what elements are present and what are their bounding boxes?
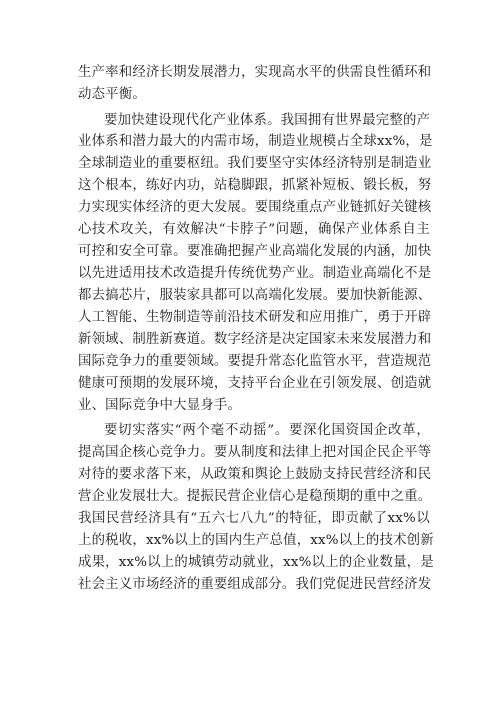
text-line: 动态平衡。 bbox=[78, 87, 146, 102]
text-line: 都去搞芯片，服装家具都可以高端化发展。要加快新能源、 bbox=[78, 288, 432, 303]
text-line: 可控和安全可靠。要准确把握产业高端化发展的内涵，加快 bbox=[78, 244, 432, 259]
text-line: 对待的要求落下来，从政策和舆论上鼓励支持民营经济和民 bbox=[78, 467, 432, 482]
text-line: 我国民营经济具有“五六七八九”的特征，即贡献了xx%以 bbox=[78, 511, 430, 526]
text-line: 业、国际竞争中大显身手。 bbox=[78, 398, 242, 413]
text-line: 人工智能、生物制造等前沿技术研发和应用推广，勇于开辟 bbox=[78, 310, 432, 325]
text-line: 成果，xx%以上的城镇劳动就业，xx%以上的企业数量，是 bbox=[78, 555, 434, 570]
text-line: 社会主义市场经济的重要组成部分。我们党促进民营经济发 bbox=[78, 577, 432, 592]
text-line: 力实现实体经济的更大发展。要围绕重点产业链抓好关键核 bbox=[78, 200, 432, 215]
text-line: 这个根本，练好内功，站稳脚跟，抓紧补短板、锻长板，努 bbox=[78, 178, 432, 193]
text-line: 业体系和潜力最大的内需市场，制造业规模占全球xx%，是 bbox=[78, 134, 433, 149]
text-line: 新领域、制胜新赛道。数字经济是决定国家未来发展潜力和 bbox=[78, 332, 432, 347]
text-line: 健康可预期的发展环境，支持平台企业在引领发展、创造就 bbox=[78, 376, 432, 391]
text-line: 国际竞争力的重要领域。要提升常态化监管水平，营造规范 bbox=[78, 354, 432, 369]
text-line: 全球制造业的重要枢纽。我们要坚守实体经济特别是制造业 bbox=[78, 156, 432, 171]
paragraph-first-line: 要加快建设现代化产业体系。我国拥有世界最完整的产 bbox=[104, 113, 431, 128]
text-line: 以先进适用技术改造提升传统优势产业。制造业高端化不是 bbox=[78, 266, 432, 281]
text-line: 心技术攻关，有效解决“卡脖子”问题，确保产业体系自主 bbox=[78, 222, 430, 237]
text-line: 生产率和经济长期发展潜力，实现高水平的供需良性循环和 bbox=[78, 65, 432, 80]
text-line: 提高国企核心竞争力。要从制度和法律上把对国企民企平等 bbox=[78, 445, 432, 460]
text-line: 上的税收，xx%以上的国内生产总值，xx%以上的技术创新 bbox=[78, 533, 434, 548]
text-line: 营企业发展壮大。提振民营企业信心是稳预期的重中之重。 bbox=[78, 489, 432, 504]
paragraph-first-line: 要切实落实“两个毫不动摇”。要深化国资国企改革， bbox=[104, 423, 430, 438]
